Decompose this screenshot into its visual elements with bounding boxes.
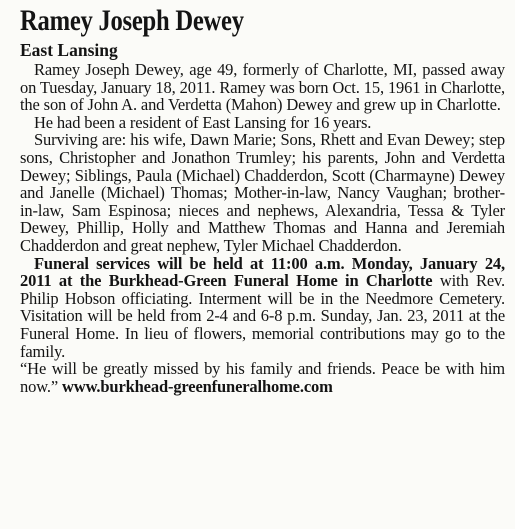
funeral-announcement: Funeral services will be held at 11:00 a.m. Monday, January 24, 2011 at the Burkhead-Green Funeral Home in Charlotte [20, 253, 505, 291]
funeral-details: with Rev. Philip Hobson officiating. Interment will be in the Needmore Cemetery. Visitation will be held from 2-4 and 6-8 p.m. Sunday, Jan. 23, 2011 at the Funeral Home. In lieu of flowers, memorial contributions may go to the family. [20, 271, 505, 361]
obituary-title: Ramey Joseph Dewey [20, 4, 244, 37]
survivors-paragraph: Surviving are: his wife, Dawn Marie; Sons, Rhett and Evan Dewey; step sons, Christopher and Jonathon Trumley; his parents, John and Verdetta Dewey; Siblings, Paula (Michael) Chadderdon, Scott (Charmayne) Dewey and Janelle (Michael) Thomas; Mother-in-law, Nancy Vaughan; brother-in-law, Sam Espinosa; nieces and nephews, Alexandria, Tessa & Tyler Dewey, Phillip, Holly and Matthew Thomas and Hanna and Jeremiah Chadderdon and great nephew, Tyler Michael Chadderdon. [20, 130, 505, 255]
residence-paragraph: He had been a resident of East Lansing for 16 years. [34, 112, 372, 132]
closing-paragraph [20, 360, 505, 395]
funeral-home-website: www.burkhead-greenfuneralhome.com [62, 376, 333, 396]
location-heading: East Lansing [20, 40, 118, 60]
biography-paragraph: Ramey Joseph Dewey, age 49, formerly of Charlotte, MI, passed away on Tuesday, January 18, 2011. Ramey was born Oct. 15, 1961 in Charlotte, the son of John A. and Verdetta (Mahon) Dewey and grew up in Charlotte. [20, 60, 505, 115]
funeral-paragraph [20, 255, 505, 361]
closing-quote: “He will be greatly missed by his family and friends. Peace be with him now.” [20, 359, 505, 396]
obituary-body [20, 61, 505, 395]
